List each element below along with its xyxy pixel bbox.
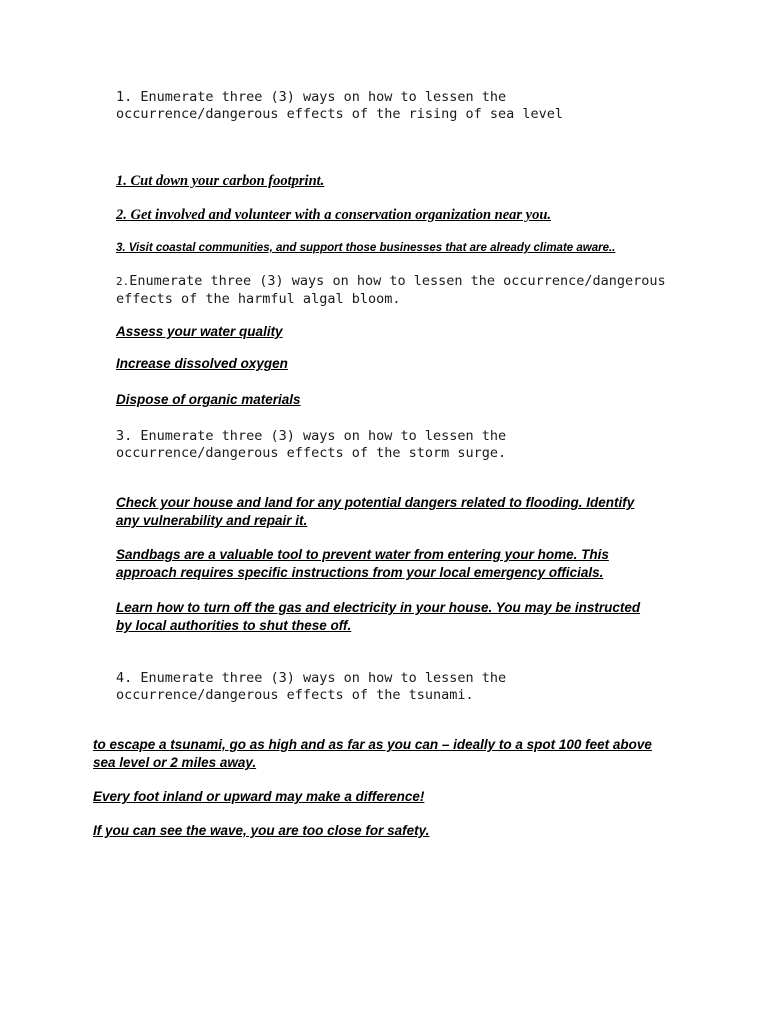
question-1-answer-1: 1. Cut down your carbon footprint.: [116, 173, 325, 189]
question-3-text: Enumerate three (3) ways on how to lessen the occurrence/dangerous effects of the storm surge.: [116, 428, 507, 461]
question-2-answer-3: Dispose of organic materials: [116, 392, 301, 407]
question-4-answer-1: to escape a tsunami, go as high and as far as you can – ideally to a spot 100 feet above sea level or 2 miles away.: [93, 737, 652, 770]
question-1: [116, 89, 676, 122]
question-4: [116, 670, 676, 703]
question-3-number: 3.: [116, 428, 133, 444]
question-1-text: Enumerate three (3) ways on how to lessen the occurrence/dangerous effects of the rising of sea level: [116, 89, 564, 122]
question-3-answer-2: Sandbags are a valuable tool to prevent water from entering your home. This approach requires specific instructions from your local emergency officials.: [116, 547, 609, 580]
question-4-text: Enumerate three (3) ways on how to lessen the occurrence/dangerous effects of the tsunami.: [116, 670, 507, 703]
question-4-answer-2: Every foot inland or upward may make a difference!: [93, 789, 425, 804]
question-2-answer-1: Assess your water quality: [116, 324, 283, 339]
question-3-answer-1: Check your house and land for any potential dangers related to flooding. Identify any vulnerability and repair it.: [116, 495, 635, 528]
question-1-answer-2: 2. Get involved and volunteer with a conservation organization near you.: [116, 207, 552, 223]
question-3: [116, 428, 676, 461]
question-2-text: Enumerate three (3) ways on how to lessen the occurrence/dangerous effects of the harmful algal bloom.: [116, 273, 666, 307]
question-1-answer-3: 3. Visit coastal communities, and support those businesses that are already climate aware..: [116, 242, 616, 254]
question-1-number: 1.: [116, 89, 133, 105]
question-2: [116, 273, 676, 307]
question-2-answer-2: Increase dissolved oxygen: [116, 356, 288, 371]
question-4-answer-3: If you can see the wave, you are too close for safety.: [93, 823, 430, 838]
question-4-number: 4.: [116, 670, 133, 686]
question-2-number: 2.: [116, 275, 130, 288]
question-3-answer-3: Learn how to turn off the gas and electricity in your house. You may be instructed by local authorities to shut these off.: [116, 600, 641, 633]
